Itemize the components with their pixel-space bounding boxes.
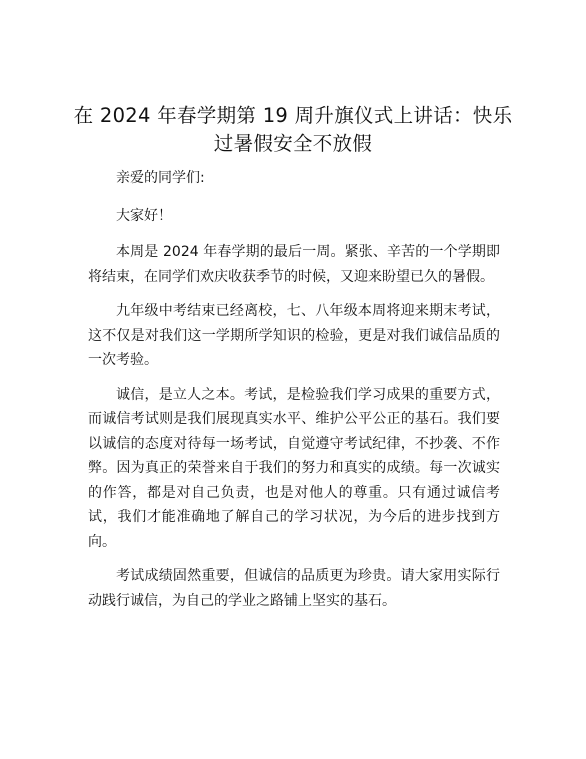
greeting: 大家好！ xyxy=(116,207,172,224)
document-title: 在 2024 年春学期第 19 周升旗仪式上讲话：快乐过暑假安全不放假 xyxy=(73,104,513,155)
paragraph-2: 九年级中考结束已经离校，七、八年级本周将迎来期末考试，这不仅是对我们这一学期所学知识的检验，更是对我们诚信品质的一次考验。 xyxy=(88,303,500,368)
paragraph-4: 考试成绩固然重要，但诚信的品质更为珍贵。请大家用实际行动践行诚信，为自己的学业之路铺上坚实的基石。 xyxy=(88,568,500,609)
document-body xyxy=(88,166,500,623)
salutation: 亲爱的同学们: xyxy=(116,170,205,186)
paragraph-1: 本周是 2024 年春学期的最后一周。紧张、辛苦的一个学期即将结束，在同学们欢庆收获季节的时候，又迎来盼望已久的暑假。 xyxy=(88,244,500,285)
paragraph-3: 诚信，是立人之本。考试，是检验我们学习成果的重要方式，而诚信考试则是我们展现真实水平、维护公平公正的基石。我们要以诚信的态度对待每一场考试，自觉遵守考试纪律，不抄袭、不作弊。因为真正的荣誉来自于我们的努力和真实的成绩。每一次诚实的作答，都是对自己负责，也是对他人的尊重。只有通过诚信考试，我们才能准确地了解自己的学习状况，为今后的进步找到方向。 xyxy=(88,386,500,550)
